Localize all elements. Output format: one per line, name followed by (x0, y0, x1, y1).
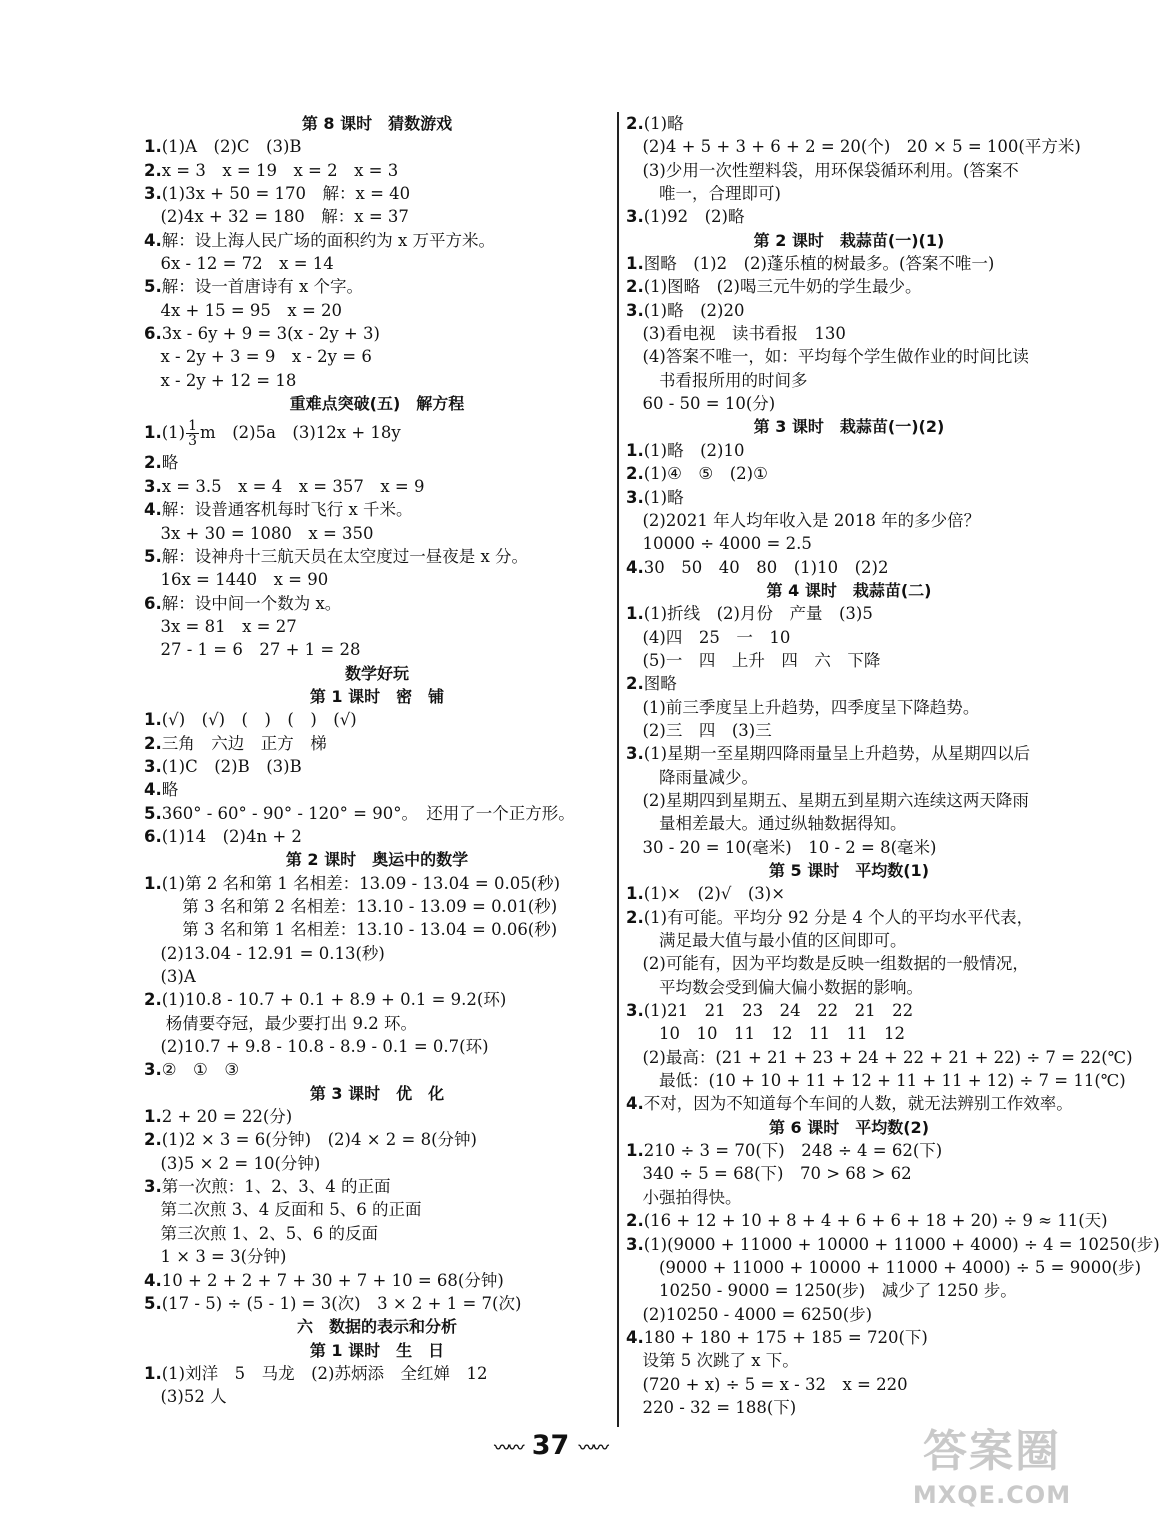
answer-text: (1)A (2)C (3)B (161, 137, 302, 157)
answer-line (144, 942, 610, 965)
answer-line (626, 742, 1072, 765)
answer-text: (1)第 2 名和第 1 名相差：13.09 - 13.04 = 0.05(秒) (161, 873, 561, 893)
answer-line (144, 568, 610, 591)
answer-line (626, 1279, 1072, 1302)
page-number: 37 (531, 1430, 570, 1461)
answer-text: 降雨量减少。 (626, 767, 758, 787)
question-number: 2. (626, 464, 644, 484)
answer-line (626, 626, 1072, 649)
answer-text: (3)5 × 2 = 10(分钟) (144, 1153, 321, 1173)
answer-text: 第二次煎 3、4 反面和 5、6 的正面 (144, 1200, 422, 1220)
answer-line (626, 1256, 1142, 1279)
answer-text: 略 (161, 453, 179, 473)
answer-text: 第 3 名和第 2 名相差：13.10 - 13.09 = 0.01(秒) (144, 897, 558, 916)
answer-text: 4x + 15 = 95 x = 20 (144, 300, 343, 320)
section-heading: 第 5 课时 平均数(1) (768, 861, 930, 880)
question-number: 6. (144, 324, 162, 344)
question-number: 1. (626, 254, 644, 274)
answer-line (626, 509, 1072, 532)
answer-line (626, 135, 1081, 158)
answer-line (144, 988, 610, 1011)
answer-line (626, 532, 1072, 555)
question-number: 3. (144, 1177, 162, 1197)
answer-line (144, 1385, 610, 1408)
answer-line (626, 602, 1072, 625)
answer-text: m (2)5a (3)12x + 18y (200, 423, 401, 443)
question-number: 3. (626, 300, 644, 320)
answer-text: 图略 (1)2 (2)蓬乐植的树最多。(答案不唯一) (643, 254, 995, 274)
answer-text: (3)A (144, 967, 196, 987)
wave-ornament-left: 〰〰 (494, 1438, 523, 1457)
answer-line (144, 1292, 610, 1315)
answer-line (626, 1373, 1072, 1396)
answer-text: 略 (161, 780, 179, 800)
fraction-denominator: 3 (188, 433, 198, 450)
answer-line (626, 929, 1072, 952)
answer-text: 不对，因为不知道每个车间的人数，就无法辨别工作效率。 (643, 1094, 1073, 1114)
answer-line (144, 135, 610, 158)
answer-line (626, 299, 1072, 322)
answer-line (144, 872, 610, 895)
answer-text: (1)略 (643, 487, 684, 507)
answer-line (144, 345, 610, 368)
answer-line (144, 1222, 610, 1245)
question-number: 4. (144, 500, 162, 520)
question-number: 4. (626, 1094, 644, 1114)
section-heading: 第 1 课时 密 铺 (309, 686, 445, 706)
question-number: 3. (144, 476, 162, 496)
answer-text: (2)10250 - 4000 = 6250(步) (626, 1304, 873, 1324)
answer-text: (4)四 25 一 10 (626, 627, 791, 647)
answer-line (626, 345, 1072, 368)
answer-text: 180 + 180 + 175 + 185 = 720(下) (643, 1327, 928, 1347)
answer-line (144, 802, 610, 825)
question-number: 1. (626, 604, 644, 624)
answer-line (626, 1396, 1072, 1419)
answer-line (626, 696, 1072, 719)
question-number: 2. (144, 160, 162, 180)
answer-text: x - 2y + 12 = 18 (144, 370, 297, 390)
answer-text: 210 ÷ 3 = 70(下) 248 ÷ 4 = 62(下) (643, 1141, 943, 1161)
question-number: 3. (626, 207, 644, 227)
answer-text: (1)前三季度呈上升趋势，四季度呈下降趋势。 (626, 697, 980, 717)
answer-line (144, 615, 610, 638)
answer-line (626, 205, 1072, 228)
question-number: 2. (144, 990, 162, 1010)
answer-text: (3)52 人 (144, 1387, 227, 1407)
answer-text: (1)略 (2)10 (643, 440, 745, 460)
answer-line (144, 1362, 610, 1385)
answer-text: 10250 - 9000 = 1250(步) 减少了 1250 步。 (626, 1281, 1017, 1301)
answer-line (626, 882, 1072, 905)
answer-line (144, 205, 610, 228)
question-number: 6. (144, 826, 162, 846)
answer-line (626, 1139, 1072, 1162)
question-number: 1. (626, 1141, 644, 1161)
answer-text: (4)答案不唯一，如：平均每个学生做作业的时间比读 (626, 347, 1029, 367)
section-heading: 数学好玩 (344, 663, 409, 683)
answer-text: (1)有可能。平均分 92 分是 4 个人的平均水平代表， (643, 907, 1034, 927)
answer-text: (17 - 5) ÷ (5 - 1) = 3(次) 3 × 2 + 1 = 7(次) (161, 1293, 522, 1313)
answer-text: (1)2 × 3 = 6(分钟) (2)4 × 2 = 8(分钟) (161, 1130, 477, 1150)
question-number: 3. (144, 184, 162, 204)
column-divider (617, 112, 619, 1427)
answer-line (626, 1046, 1133, 1069)
watermark-logo: 答案圈 (923, 1426, 1061, 1477)
answer-line (144, 592, 610, 615)
answer-line (144, 825, 610, 848)
answer-line (144, 252, 610, 275)
question-number: 3. (626, 744, 644, 764)
answer-text: 量相差最大。通过纵轴数据得知。 (626, 814, 907, 834)
question-number: 5. (144, 803, 162, 823)
answer-text: 30 - 20 = 10(毫米) 10 - 2 = 8(毫米) (626, 837, 937, 857)
answer-line (144, 498, 610, 521)
question-number: 4. (144, 1270, 162, 1290)
answer-line (144, 415, 610, 451)
answer-text: 小强拍得快。 (626, 1187, 742, 1207)
answer-text: (3)看电视 读书看报 130 (626, 324, 846, 344)
answer-line (144, 1035, 610, 1058)
answer-text: (1)(9000 + 11000 + 10000 + 11000 + 4000) ÷ 4 = 10250(步) (643, 1234, 1160, 1254)
answer-text: (9000 + 11000 + 10000 + 11000 + 4000) ÷ 5 = 9000(步) (626, 1257, 1142, 1277)
answer-line (144, 918, 610, 941)
answer-line (626, 1186, 1072, 1209)
section-heading: 第 3 课时 栽蒜苗(一)(2) (753, 417, 945, 437)
question-number: 3. (626, 1234, 644, 1254)
question-number: 1. (144, 1363, 162, 1383)
question-number: 1. (626, 884, 644, 904)
answer-line (626, 836, 1072, 859)
answer-text: (1)14 (2)4n + 2 (161, 826, 302, 846)
answer-text: (3)少用一次性塑料袋，用环保袋循环利用。(答案不 (626, 160, 1019, 180)
question-number: 6. (144, 593, 162, 613)
answer-text: 满足最大值与最小值的区间即可。 (626, 931, 907, 951)
answer-line (626, 1209, 1108, 1232)
section-heading: 第 4 课时 栽蒜苗(二) (766, 580, 932, 600)
question-number: 3. (144, 756, 162, 776)
question-number: 5. (144, 546, 162, 566)
answer-line (144, 322, 610, 345)
question-number: 1. (144, 873, 162, 893)
section-heading: 第 8 课时 猜数游戏 (301, 114, 453, 133)
answer-text: 第一次煎：1、2、3、4 的正面 (161, 1177, 391, 1197)
answer-text: (2)星期四到星期五、星期五到星期六连续这两天降雨 (626, 790, 1029, 810)
answer-text: (1)3x + 50 = 170 解：x = 40 (161, 184, 411, 204)
answer-line (144, 182, 610, 205)
question-number: 2. (144, 733, 162, 753)
answer-line (626, 439, 1072, 462)
answer-text: 解：设普通客机每时飞行 x 千米。 (161, 500, 413, 520)
watermark (897, 1424, 1087, 1524)
answer-text: 3x = 81 x = 27 (144, 616, 297, 636)
answer-line (626, 392, 1072, 415)
answer-line (626, 1069, 1126, 1092)
answer-text: (2)2021 年人均年收入是 2018 年的多少倍？ (626, 510, 981, 530)
answer-text: x = 3 x = 19 x = 2 x = 3 (161, 160, 399, 180)
left-column (144, 112, 610, 1409)
answer-line (626, 1162, 1072, 1185)
right-column (626, 112, 1160, 1419)
answer-text: 唯一，合理即可) (626, 184, 781, 204)
answer-prefix: (1) (161, 423, 186, 443)
answer-text: x - 2y + 3 = 9 x - 2y = 6 (144, 347, 372, 367)
question-number: 3. (144, 1060, 162, 1080)
answer-line (626, 649, 1072, 672)
section-heading: 第 2 课时 栽蒜苗(一)(1) (753, 230, 945, 250)
answer-line (626, 275, 1072, 298)
answer-text: 2 + 20 = 22(分) (161, 1107, 293, 1127)
answer-text: 3x - 6y + 9 = 3(x - 2y + 3) (161, 324, 380, 344)
question-number: 4. (144, 780, 162, 800)
question-number: 1. (144, 1107, 162, 1127)
answer-text: 书看报所用的时间多 (626, 370, 808, 390)
answer-text: 解：设一首唐诗有 x 个字。 (161, 277, 364, 297)
answer-text: (720 + x) ÷ 5 = x - 32 x = 220 (626, 1374, 908, 1394)
answer-text: (1)C (2)B (3)B (161, 756, 302, 776)
answer-line (144, 708, 610, 731)
answer-text: 340 ÷ 5 = 68(下) 70 > 68 > 62 (626, 1164, 912, 1184)
answer-line (626, 369, 1072, 392)
answer-text: (2)4 + 5 + 3 + 6 + 2 = 20(个) 20 × 5 = 100(平方米) (626, 137, 1081, 157)
question-number: 4. (626, 557, 644, 577)
answer-text: 最低：(10 + 10 + 11 + 12 + 11 + 11 + 12) ÷ 7 = 11(℃) (626, 1071, 1126, 1091)
answer-line (144, 451, 610, 474)
question-number: 2. (626, 1211, 644, 1231)
answer-line (626, 789, 1072, 812)
answer-text: 27 - 1 = 6 27 + 1 = 28 (144, 640, 361, 660)
question-number: 4. (144, 230, 162, 250)
answer-text: 第三次煎 1、2、5、6 的反面 (144, 1223, 378, 1243)
answer-line (144, 1012, 610, 1035)
fraction-numerator: 1 (188, 418, 198, 435)
answer-line (626, 1349, 1072, 1372)
answer-line (626, 952, 1072, 975)
answer-text: (1)折线 (2)月份 产量 (3)5 (643, 604, 873, 624)
answer-line (144, 1175, 610, 1198)
answer-line (626, 812, 1072, 835)
answer-text: (1)10.8 - 10.7 + 0.1 + 8.9 + 0.1 = 9.2(环) (161, 990, 507, 1010)
answer-text: 三角 六边 正方 梯 (161, 733, 327, 753)
answer-line (144, 732, 610, 755)
answer-line (144, 1245, 610, 1268)
answer-text: (5)一 四 上升 四 六 下降 (626, 650, 881, 670)
answer-line (144, 1269, 610, 1292)
answer-line (144, 638, 610, 661)
answer-line (144, 522, 610, 545)
answer-text: (2)13.04 - 12.91 = 0.13(秒) (144, 943, 385, 963)
answer-text: 30 50 40 80 (1)10 (2)2 (643, 557, 889, 577)
answer-text: (1)略 (2)20 (643, 300, 745, 320)
question-number: 2. (626, 114, 644, 133)
section-heading: 重难点突破(五) 解方程 (289, 394, 465, 414)
answer-text: (2)4x + 32 = 180 解：x = 37 (144, 207, 409, 227)
answer-text: 设第 5 次跳了 x 下。 (626, 1351, 799, 1371)
answer-text: (1)刘洋 5 马龙 (2)苏炳添 全红婵 12 (161, 1363, 488, 1383)
answer-text: (2)可能有，因为平均数是反映一组数据的一般情况， (626, 954, 1029, 974)
answer-line (626, 462, 1072, 485)
section-heading: 第 6 课时 平均数(2) (768, 1117, 930, 1137)
answer-text: (2)三 四 (3)三 (626, 720, 772, 740)
fraction (186, 419, 199, 448)
question-number: 4. (626, 1327, 644, 1347)
question-number: 1. (144, 423, 162, 443)
answer-text: (16 + 12 + 10 + 8 + 4 + 6 + 6 + 18 + 20) ÷ 9 ≈ 11(天) (643, 1211, 1108, 1231)
answer-line (144, 299, 610, 322)
answer-line (626, 252, 1072, 275)
answer-text: (1)星期一至星期四降雨量呈上升趋势，从星期四以后 (643, 744, 1031, 764)
answer-line (626, 719, 1072, 742)
answer-text: 220 - 32 = 188(下) (626, 1397, 797, 1417)
question-number: 1. (144, 710, 162, 730)
answer-line (144, 895, 610, 918)
question-number: 2. (144, 1130, 162, 1150)
answer-line (144, 1058, 610, 1081)
answer-line (144, 1198, 610, 1221)
section-heading: 第 3 课时 优 化 (309, 1083, 445, 1103)
question-number: 3. (626, 487, 644, 507)
answer-line (626, 999, 1072, 1022)
answer-text: 60 - 50 = 10(分) (626, 394, 776, 414)
answer-line (144, 1105, 610, 1128)
answer-line (626, 766, 1072, 789)
answer-line (626, 1326, 1072, 1349)
answer-text: 1 × 3 = 3(分钟) (144, 1247, 287, 1267)
question-number: 1. (626, 440, 644, 460)
answer-text: (1)× (2)√ (3)× (643, 884, 786, 904)
answer-text: (√) (√) ( ) ( ) (√) (161, 710, 357, 730)
answer-text: 解：设中间一个数为 x。 (161, 593, 342, 613)
answer-text: (1)21 21 23 24 22 21 22 (643, 1001, 914, 1021)
answer-line (626, 182, 1072, 205)
answer-text: 6x - 12 = 72 x = 14 (144, 254, 334, 274)
answer-line (626, 1022, 1072, 1045)
question-number: 2. (626, 907, 644, 927)
question-number: 2. (626, 674, 644, 694)
answer-text: 杨倩要夺冠，最少要打出 9.2 环。 (144, 1013, 417, 1033)
section-heading: 第 2 课时 奥运中的数学 (285, 850, 469, 870)
answer-line (626, 112, 1072, 135)
answer-line (626, 1303, 1072, 1326)
answer-text: 3x + 30 = 1080 x = 350 (144, 523, 374, 543)
section-heading: 第 1 课时 生 日 (309, 1340, 445, 1360)
answer-line (626, 672, 1072, 695)
answer-text: 解：设上海人民广场的面积约为 x 万平方米。 (161, 230, 496, 250)
answer-text: (1)图略 (2)喝三元牛奶的学生最少。 (643, 277, 922, 297)
answer-text: (1)略 (643, 114, 684, 133)
section-heading: 六 数据的表示和分析 (296, 1317, 457, 1337)
answer-line (144, 778, 610, 801)
answer-line (626, 159, 1072, 182)
answer-line (626, 556, 1072, 579)
question-number: 5. (144, 277, 162, 297)
answer-text: (2)最高：(21 + 21 + 23 + 24 + 22 + 21 + 22) ÷ 7 = 22(℃) (626, 1047, 1133, 1067)
answer-text: (1)④ ⑤ (2)① (643, 464, 768, 484)
answer-line (144, 275, 610, 298)
answer-line (626, 322, 1072, 345)
answer-text: 10 + 2 + 2 + 7 + 30 + 7 + 10 = 68(分钟) (161, 1270, 504, 1290)
answer-line (626, 1233, 1160, 1256)
answer-line (144, 369, 610, 392)
answer-text: 平均数会受到偏大偏小数据的影响。 (626, 977, 923, 997)
answer-text: (1)92 (2)略 (643, 207, 745, 227)
answer-line (144, 965, 610, 988)
answer-line (144, 545, 610, 568)
answer-text: 16x = 1440 x = 90 (144, 570, 329, 590)
answer-line (626, 906, 1072, 929)
answer-text: 解：设神舟十三航天员在太空度过一昼夜是 x 分。 (161, 546, 529, 566)
answer-text: (2)10.7 + 9.8 - 10.8 - 8.9 - 0.1 = 0.7(环) (144, 1037, 489, 1057)
answer-text: x = 3.5 x = 4 x = 357 x = 9 (161, 476, 425, 496)
answer-line (144, 1128, 610, 1151)
answer-text: ② ① ③ (161, 1060, 240, 1080)
question-number: 1. (144, 137, 162, 157)
question-number: 3. (626, 1001, 644, 1021)
answer-text: 10 10 11 12 11 11 12 (626, 1024, 905, 1044)
answer-line (144, 229, 610, 252)
answer-line (626, 1092, 1072, 1115)
answer-text: 360° - 60° - 90° - 120° = 90°。 还用了一个正方形。 (161, 803, 575, 823)
answer-line (626, 976, 1072, 999)
answer-line (144, 475, 610, 498)
question-number: 2. (626, 277, 644, 297)
answer-line (144, 159, 610, 182)
wave-ornament-right: 〰〰 (578, 1438, 607, 1457)
answer-line (144, 1152, 610, 1175)
answer-text: 第 3 名和第 1 名相差：13.10 - 13.04 = 0.06(秒) (144, 920, 558, 940)
answer-text: 10000 ÷ 4000 = 2.5 (626, 534, 812, 554)
watermark-url: MXQE.COM (912, 1481, 1072, 1509)
answer-line (626, 486, 1072, 509)
question-number: 2. (144, 453, 162, 473)
answer-line (144, 755, 610, 778)
question-number: 5. (144, 1293, 162, 1313)
answer-text: 图略 (643, 674, 677, 694)
